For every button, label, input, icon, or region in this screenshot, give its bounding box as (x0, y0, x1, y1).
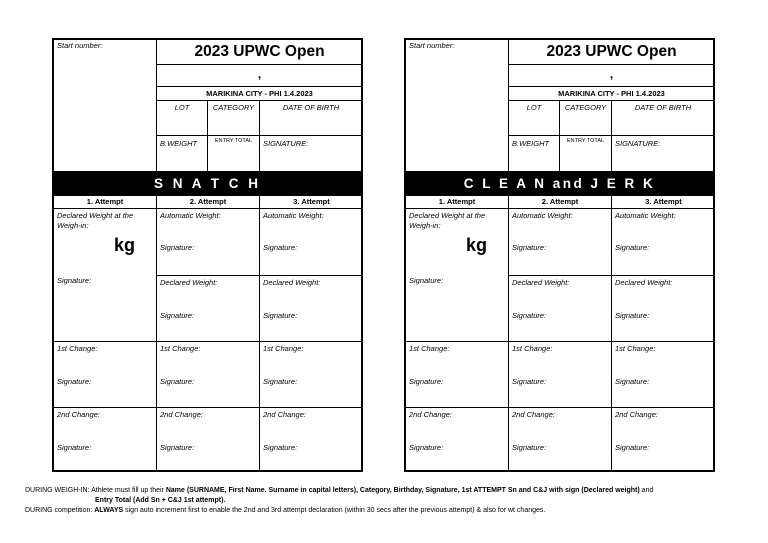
signature-label: Signature: (57, 443, 92, 452)
signature-label: Signature: (409, 276, 444, 285)
attempt-3-second-change-box[interactable] (260, 408, 363, 470)
first-change-label: 1st Change: (263, 344, 304, 353)
venue-date: MARIKINA CITY - PHI 1.4.2023 (157, 87, 363, 101)
second-change-label: 2nd Change: (57, 410, 100, 419)
attempt-1-header: 1. Attempt (54, 196, 157, 209)
bodyweight-field[interactable]: B.WEIGHT (509, 136, 560, 172)
start-number-field[interactable]: Start number: (54, 40, 157, 172)
signature-label: Signature: (615, 377, 650, 386)
attempt-2-second-change-box[interactable] (157, 408, 260, 470)
first-change-label: 1st Change: (615, 344, 656, 353)
attempt-1-declaration-box[interactable] (54, 209, 157, 342)
second-change-label: 2nd Change: (160, 410, 203, 419)
signature-label: Signature: (263, 243, 298, 252)
footer-entry-total-line (95, 496, 225, 506)
signature-field[interactable]: SIGNATURE: (260, 136, 363, 172)
lot-field[interactable]: LOT (509, 101, 560, 136)
first-change-label: 1st Change: (160, 344, 201, 353)
automatic-weight-label: Automatic Weight: (160, 211, 221, 220)
event-title: 2023 UPWC Open (157, 40, 363, 65)
attempt-3-header: 3. Attempt (612, 196, 715, 209)
attempt-2-auto-box[interactable] (509, 209, 612, 276)
snatch-card (52, 38, 363, 472)
kg-unit: kg (114, 235, 136, 255)
footer-competition-prefix: DURING competition: (25, 507, 95, 514)
signature-label: Signature: (160, 243, 195, 252)
lift-banner: C L E A N and J E R K (406, 172, 713, 196)
signature-label: Signature: (615, 311, 650, 320)
first-change-label: 1st Change: (512, 344, 553, 353)
second-change-label: 2nd Change: (263, 410, 306, 419)
declared-weighin-label: Declared Weight at the Weigh-in: (409, 211, 486, 230)
athlete-name-field[interactable]: , (157, 65, 363, 87)
event-title: 2023 UPWC Open (509, 40, 715, 65)
attempt-1-second-change-box[interactable] (406, 408, 509, 470)
attempt-1-first-change-box[interactable] (406, 342, 509, 408)
signature-label: Signature: (57, 276, 92, 285)
lot-field[interactable]: LOT (157, 101, 208, 136)
bodyweight-field[interactable]: B.WEIGHT (157, 136, 208, 172)
signature-label: Signature: (512, 377, 547, 386)
attempt-1-header: 1. Attempt (406, 196, 509, 209)
attempt-3-second-change-box[interactable] (612, 408, 715, 470)
category-field[interactable]: CATEGORY (208, 101, 260, 136)
signature-label: Signature: (160, 443, 195, 452)
footer-weighin-prefix: DURING WEIGH-IN: (25, 487, 90, 494)
signature-label: Signature: (160, 311, 195, 320)
signature-label: Signature: (263, 443, 298, 452)
automatic-weight-label: Automatic Weight: (512, 211, 573, 220)
attempt-3-first-change-box[interactable] (260, 342, 363, 408)
attempt-1-second-change-box[interactable] (54, 408, 157, 470)
declared-weight-label: Declared Weight: (263, 278, 321, 287)
footer-competition-always: ALWAYS (94, 507, 124, 514)
declared-weight-label: Declared Weight: (512, 278, 570, 287)
lift-banner: S N A T C H (54, 172, 361, 196)
footer-weighin-line (25, 486, 653, 496)
attempt-3-auto-box[interactable] (260, 209, 363, 276)
entry-total-field[interactable]: ENTRY TOTAL (560, 136, 612, 172)
second-change-label: 2nd Change: (615, 410, 658, 419)
signature-label: Signature: (409, 377, 444, 386)
attempt-2-first-change-box[interactable] (157, 342, 260, 408)
attempt-2-declared-box[interactable] (509, 276, 612, 342)
athlete-name-field[interactable]: , (509, 65, 715, 87)
attempt-1-declaration-box[interactable] (406, 209, 509, 342)
kg-unit: kg (466, 235, 488, 255)
attempt-2-auto-box[interactable] (157, 209, 260, 276)
venue-date: MARIKINA CITY - PHI 1.4.2023 (509, 87, 715, 101)
footer-entry-total-text: Entry Total (Add Sn + C&J 1st attempt). (95, 497, 226, 504)
first-change-label: 1st Change: (409, 344, 450, 353)
automatic-weight-label: Automatic Weight: (263, 211, 324, 220)
declared-weight-label: Declared Weight: (160, 278, 218, 287)
clean-and-jerk-card (404, 38, 715, 472)
second-change-label: 2nd Change: (409, 410, 452, 419)
attempt-3-declared-box[interactable] (612, 276, 715, 342)
attempt-2-declared-box[interactable] (157, 276, 260, 342)
attempt-2-header: 2. Attempt (157, 196, 260, 209)
attempt-2-header: 2. Attempt (509, 196, 612, 209)
category-field[interactable]: CATEGORY (560, 101, 612, 136)
footer-competition-text: sign auto increment first to enable the 2nd and 3rd attempt declaration (within 30 secs after the previous attempt) & also for wt changes. (123, 507, 546, 514)
footer-weighin-text-a: Athlete must fill up their (89, 487, 166, 494)
automatic-weight-label: Automatic Weight: (615, 211, 676, 220)
second-change-label: 2nd Change: (512, 410, 555, 419)
date-of-birth-field[interactable]: DATE OF BIRTH (260, 101, 363, 136)
attempt-3-declared-box[interactable] (260, 276, 363, 342)
attempt-3-first-change-box[interactable] (612, 342, 715, 408)
signature-label: Signature: (57, 377, 92, 386)
attempt-2-second-change-box[interactable] (509, 408, 612, 470)
signature-label: Signature: (160, 377, 195, 386)
start-number-field[interactable]: Start number: (406, 40, 509, 172)
signature-label: Signature: (615, 243, 650, 252)
signature-label: Signature: (512, 311, 547, 320)
signature-label: Signature: (615, 443, 650, 452)
signature-label: Signature: (409, 443, 444, 452)
attempt-3-header: 3. Attempt (260, 196, 363, 209)
signature-label: Signature: (263, 311, 298, 320)
attempt-1-first-change-box[interactable] (54, 342, 157, 408)
first-change-label: 1st Change: (57, 344, 98, 353)
signature-label: Signature: (512, 443, 547, 452)
attempt-2-first-change-box[interactable] (509, 342, 612, 408)
attempt-3-auto-box[interactable] (612, 209, 715, 276)
footer-competition-line (25, 506, 545, 516)
footer-weighin-text-c: and (639, 487, 654, 494)
footer-weighin-text-b: Name (SURNAME, First Name. Surname in capital letters), Category, Birthday, Signature, 1st ATTEMPT Sn and C&J with sign (Declared weight) (165, 487, 640, 494)
declared-weight-label: Declared Weight: (615, 278, 673, 287)
declared-weighin-label: Declared Weight at the Weigh-in: (57, 211, 134, 230)
signature-field[interactable]: SIGNATURE: (612, 136, 715, 172)
entry-total-field[interactable]: ENTRY TOTAL (208, 136, 260, 172)
signature-label: Signature: (512, 243, 547, 252)
date-of-birth-field[interactable]: DATE OF BIRTH (612, 101, 715, 136)
signature-label: Signature: (263, 377, 298, 386)
